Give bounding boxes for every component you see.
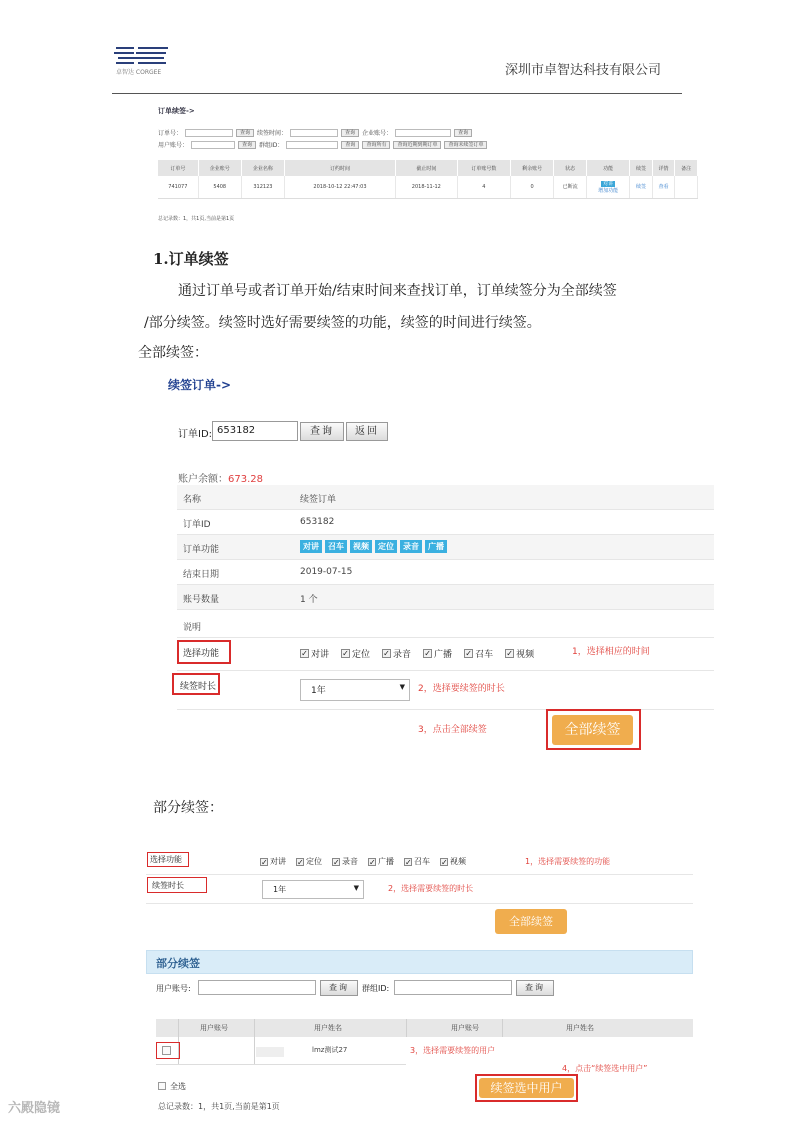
enterprise-label: 企业账号： (362, 130, 393, 137)
step-note: 1，选择需要续签的功能 (525, 857, 611, 866)
cell-ent-name: 312123 (241, 176, 284, 198)
divider (146, 903, 693, 904)
group-label: 群组ID： (259, 142, 284, 149)
column-divider (406, 1019, 407, 1037)
duration-value: 1年 (273, 885, 287, 894)
function-tag: 广播 (425, 540, 447, 553)
cell-end: 2018-11-12 (395, 176, 457, 198)
checkbox-label: 对讲 (311, 650, 330, 660)
query-button[interactable]: 查询 (238, 141, 256, 149)
cell-accounts: 4 (457, 176, 510, 198)
user-label: 用户账号： (158, 142, 189, 149)
full-renew-button[interactable]: 全部续签 (552, 715, 633, 745)
checkbox-item[interactable] (440, 856, 466, 867)
table-header-row (158, 160, 698, 176)
renew-time-input[interactable] (290, 129, 338, 137)
order-id-input[interactable]: 653182 (212, 421, 298, 441)
section-title: 1.订单续签 (153, 250, 229, 268)
check-icon[interactable]: ✓ (301, 649, 308, 658)
column-header: 剩余账号 (511, 160, 554, 176)
detail-row-description (177, 610, 714, 638)
partial-renew-label: 部分续签： (153, 800, 223, 816)
paragraph: 通过订单号或者订单开始/结束时间来查找订单，订单续签分为全部续签 (178, 283, 617, 299)
step-note: 3，选择需要续签的用户 (410, 1046, 496, 1055)
column-header: 企业名称 (241, 160, 284, 176)
cell-start: 2018-10-12 22:47:03 (284, 176, 395, 198)
function-checkboxes (300, 647, 546, 660)
checkbox-label: 广播 (434, 650, 453, 660)
check-icon[interactable]: ✓ (333, 857, 340, 867)
order-no-input[interactable] (185, 129, 233, 137)
query-button[interactable]: 查询 (516, 980, 554, 996)
order-id-label: 订单ID: (178, 429, 213, 440)
table-row (156, 1037, 406, 1065)
enterprise-input[interactable] (395, 129, 451, 137)
column-header: 状态 (554, 160, 587, 176)
column-header: 订约时间 (284, 160, 395, 176)
checkbox-label: 视频 (450, 857, 466, 866)
paragraph: /部分续签。续签时选好需要续签的功能，续签的时间进行续签。 (144, 315, 541, 331)
checkbox-label: 广播 (378, 857, 394, 866)
cell-ent-no: 5408 (198, 176, 241, 198)
checkbox-item[interactable] (423, 647, 452, 660)
checkbox-label: 对讲 (270, 857, 286, 866)
column-header: 订单号 (158, 160, 198, 176)
check-icon[interactable]: ✓ (405, 857, 412, 867)
divider (177, 670, 714, 671)
query-button[interactable]: 查询 (454, 129, 472, 137)
checkbox-item[interactable] (404, 856, 430, 867)
detail-row-account-count (177, 585, 714, 610)
renew-selected-users-button[interactable]: 续签选中用户 (479, 1078, 574, 1098)
detail-row-name (177, 485, 714, 510)
check-icon[interactable]: ✓ (465, 649, 472, 658)
add-function-link[interactable]: 增加功能 (598, 187, 619, 194)
check-icon[interactable]: ✓ (441, 857, 448, 867)
cell-note (675, 176, 698, 198)
function-tags (300, 540, 450, 553)
step-note: 3，点击全部续签 (418, 725, 487, 735)
table-row (158, 176, 698, 198)
function-tag: 视频 (350, 540, 372, 553)
check-icon[interactable]: ✓ (297, 857, 304, 867)
checkbox-item[interactable] (464, 647, 493, 660)
row-key: 订单功能 (183, 545, 220, 555)
select-all-checkbox[interactable] (158, 1082, 166, 1090)
column-header: 订单账号数 (457, 160, 510, 176)
group-id-label: 群组ID: (362, 984, 390, 993)
row-key: 说明 (183, 623, 202, 633)
query-button[interactable]: 查询 (300, 422, 344, 441)
check-icon[interactable]: ✓ (342, 649, 349, 658)
order-list-title: 订单续签-> (158, 107, 195, 115)
column-header: 用户姓名 (314, 1024, 342, 1032)
function-tag: 召车 (325, 540, 347, 553)
chevron-down-icon: ▼ (399, 683, 405, 691)
query-button[interactable]: 查询 (341, 129, 359, 137)
column-divider (502, 1019, 503, 1037)
group-input[interactable] (286, 141, 338, 149)
cell-function (587, 176, 630, 198)
user-input[interactable] (191, 141, 235, 149)
query-button[interactable]: 查询 (341, 141, 359, 149)
checkbox-item[interactable] (368, 856, 394, 867)
full-renew-label: 全部续签： (138, 345, 208, 361)
duration-select[interactable] (300, 679, 410, 701)
filter-row-2 (158, 140, 487, 149)
order-no-label: 订单号： (158, 130, 183, 137)
row-value: 653182 (300, 517, 335, 527)
checkbox-item[interactable] (505, 647, 534, 660)
column-header: 详情 (652, 160, 675, 176)
logo-text: 卓智达 CORGEE (116, 69, 162, 76)
checkbox-item[interactable] (260, 856, 286, 867)
back-button[interactable]: 返回 (346, 422, 388, 441)
balance-label: 账户余额： (178, 474, 228, 485)
user-table-header (156, 1019, 693, 1037)
checkbox-label: 定位 (306, 857, 322, 866)
highlight-box (172, 673, 220, 695)
renew-order-title: 续签订单-> (168, 378, 232, 392)
duration-select[interactable] (262, 880, 364, 899)
partial-renew-panel (146, 950, 693, 974)
filter-row-1 (158, 128, 472, 137)
column-header: 截止时间 (395, 160, 457, 176)
highlight-box (147, 877, 207, 893)
checkbox-label: 录音 (393, 650, 412, 660)
row-key: 账号数量 (183, 595, 220, 605)
highlight-box (147, 852, 189, 867)
user-account-label: 用户账号: (156, 984, 191, 993)
duration-value: 1年 (311, 686, 326, 696)
cell-left: 0 (511, 176, 554, 198)
row-value: 续签订单 (300, 495, 337, 505)
row-key: 名称 (183, 495, 202, 505)
row-key: 订单ID (183, 520, 211, 530)
highlight-box (177, 640, 231, 664)
header-divider (112, 93, 682, 94)
pagination-info: 总记录数：1，共1页,当前是第1页 (158, 1102, 280, 1111)
select-function-label: 选择功能 (150, 855, 182, 864)
column-header: 企业账号 (198, 160, 241, 176)
detail-row-functions (177, 535, 714, 560)
function-tag: 定位 (375, 540, 397, 553)
step-note: 1，选择相应的时间 (572, 647, 650, 657)
function-tag: 对讲 (300, 540, 322, 553)
query-button[interactable]: 查询 (236, 129, 254, 137)
query-button[interactable]: 查询 (320, 980, 358, 996)
column-header: 用户账号 (200, 1024, 228, 1032)
check-icon[interactable]: ✓ (424, 649, 431, 658)
column-header: 备注 (675, 160, 698, 176)
step-note: 4，点击“续签选中用户” (562, 1064, 648, 1073)
account-balance (178, 470, 263, 485)
check-icon[interactable]: ✓ (383, 649, 390, 658)
partial-renew-panel-title: 部分续签 (156, 957, 200, 970)
checkbox-item[interactable] (296, 856, 322, 867)
query-expiring-button[interactable]: 查询近期到期订单 (393, 141, 441, 149)
order-table (158, 160, 698, 199)
detail-row-end-date (177, 560, 714, 585)
query-unrenewed-button[interactable]: 查询未续签订单 (444, 141, 487, 149)
step-note: 2，选择需要续签的时长 (388, 884, 474, 893)
renew-time-label: 续签时间： (257, 130, 288, 137)
check-icon[interactable]: ✓ (506, 649, 513, 658)
check-icon[interactable]: ✓ (261, 857, 268, 867)
checkbox-item[interactable] (332, 856, 358, 867)
checkbox-label: 录音 (342, 857, 358, 866)
pagination-info: 总记录数：1，共1页,当前是第1页 (158, 216, 235, 222)
detail-link[interactable]: 查看 (652, 176, 675, 198)
balance-value: 673.28 (228, 474, 263, 485)
column-header: 用户账号 (451, 1024, 479, 1032)
chevron-down-icon: ▼ (353, 884, 359, 892)
checkbox-item[interactable] (341, 647, 370, 660)
function-tag: 录音 (400, 540, 422, 553)
company-name: 深圳市卓智达科技有限公司 (505, 63, 662, 78)
function-tag: 对讲 (603, 180, 614, 187)
highlight-box (156, 1042, 180, 1059)
renew-link[interactable]: 续签 (630, 176, 653, 198)
check-icon[interactable]: ✓ (369, 857, 376, 867)
row-value: 1 个 (300, 595, 318, 605)
column-header: 用户姓名 (566, 1024, 594, 1032)
column-header: 功能 (587, 160, 630, 176)
group-id-input[interactable] (394, 980, 512, 995)
full-renew-button[interactable]: 全部续签 (495, 909, 567, 934)
checkbox-item[interactable] (300, 647, 329, 660)
cell-order-no: 741077 (158, 176, 198, 198)
order-list-screenshot (148, 100, 700, 228)
divider (146, 874, 693, 875)
watermark-logo: 六殿隐镜 (8, 1101, 61, 1116)
query-all-button[interactable]: 查询所有 (362, 141, 390, 149)
detail-row-order-id (177, 510, 714, 535)
checkbox-label: 召车 (475, 650, 494, 660)
blurred-account (256, 1047, 284, 1057)
user-name-cell: lmz测试27 (312, 1046, 348, 1054)
select-function-label: 选择功能 (183, 649, 220, 659)
function-checkboxes (260, 856, 476, 867)
row-key: 结束日期 (183, 570, 220, 580)
duration-label: 续签时长 (152, 881, 184, 890)
row-value: 2019-07-15 (300, 567, 353, 577)
checkbox-label: 定位 (352, 650, 371, 660)
checkbox-item[interactable] (382, 647, 411, 660)
checkbox-label: 视频 (516, 650, 535, 660)
select-all-label: 全选 (170, 1082, 186, 1091)
column-header: 续签 (630, 160, 653, 176)
duration-label: 续签时长 (180, 682, 217, 692)
cell-status: 已断流 (554, 176, 587, 198)
user-account-input[interactable] (198, 980, 316, 995)
step-note: 2，选择要续签的时长 (418, 684, 505, 694)
checkbox-label: 召车 (414, 857, 430, 866)
